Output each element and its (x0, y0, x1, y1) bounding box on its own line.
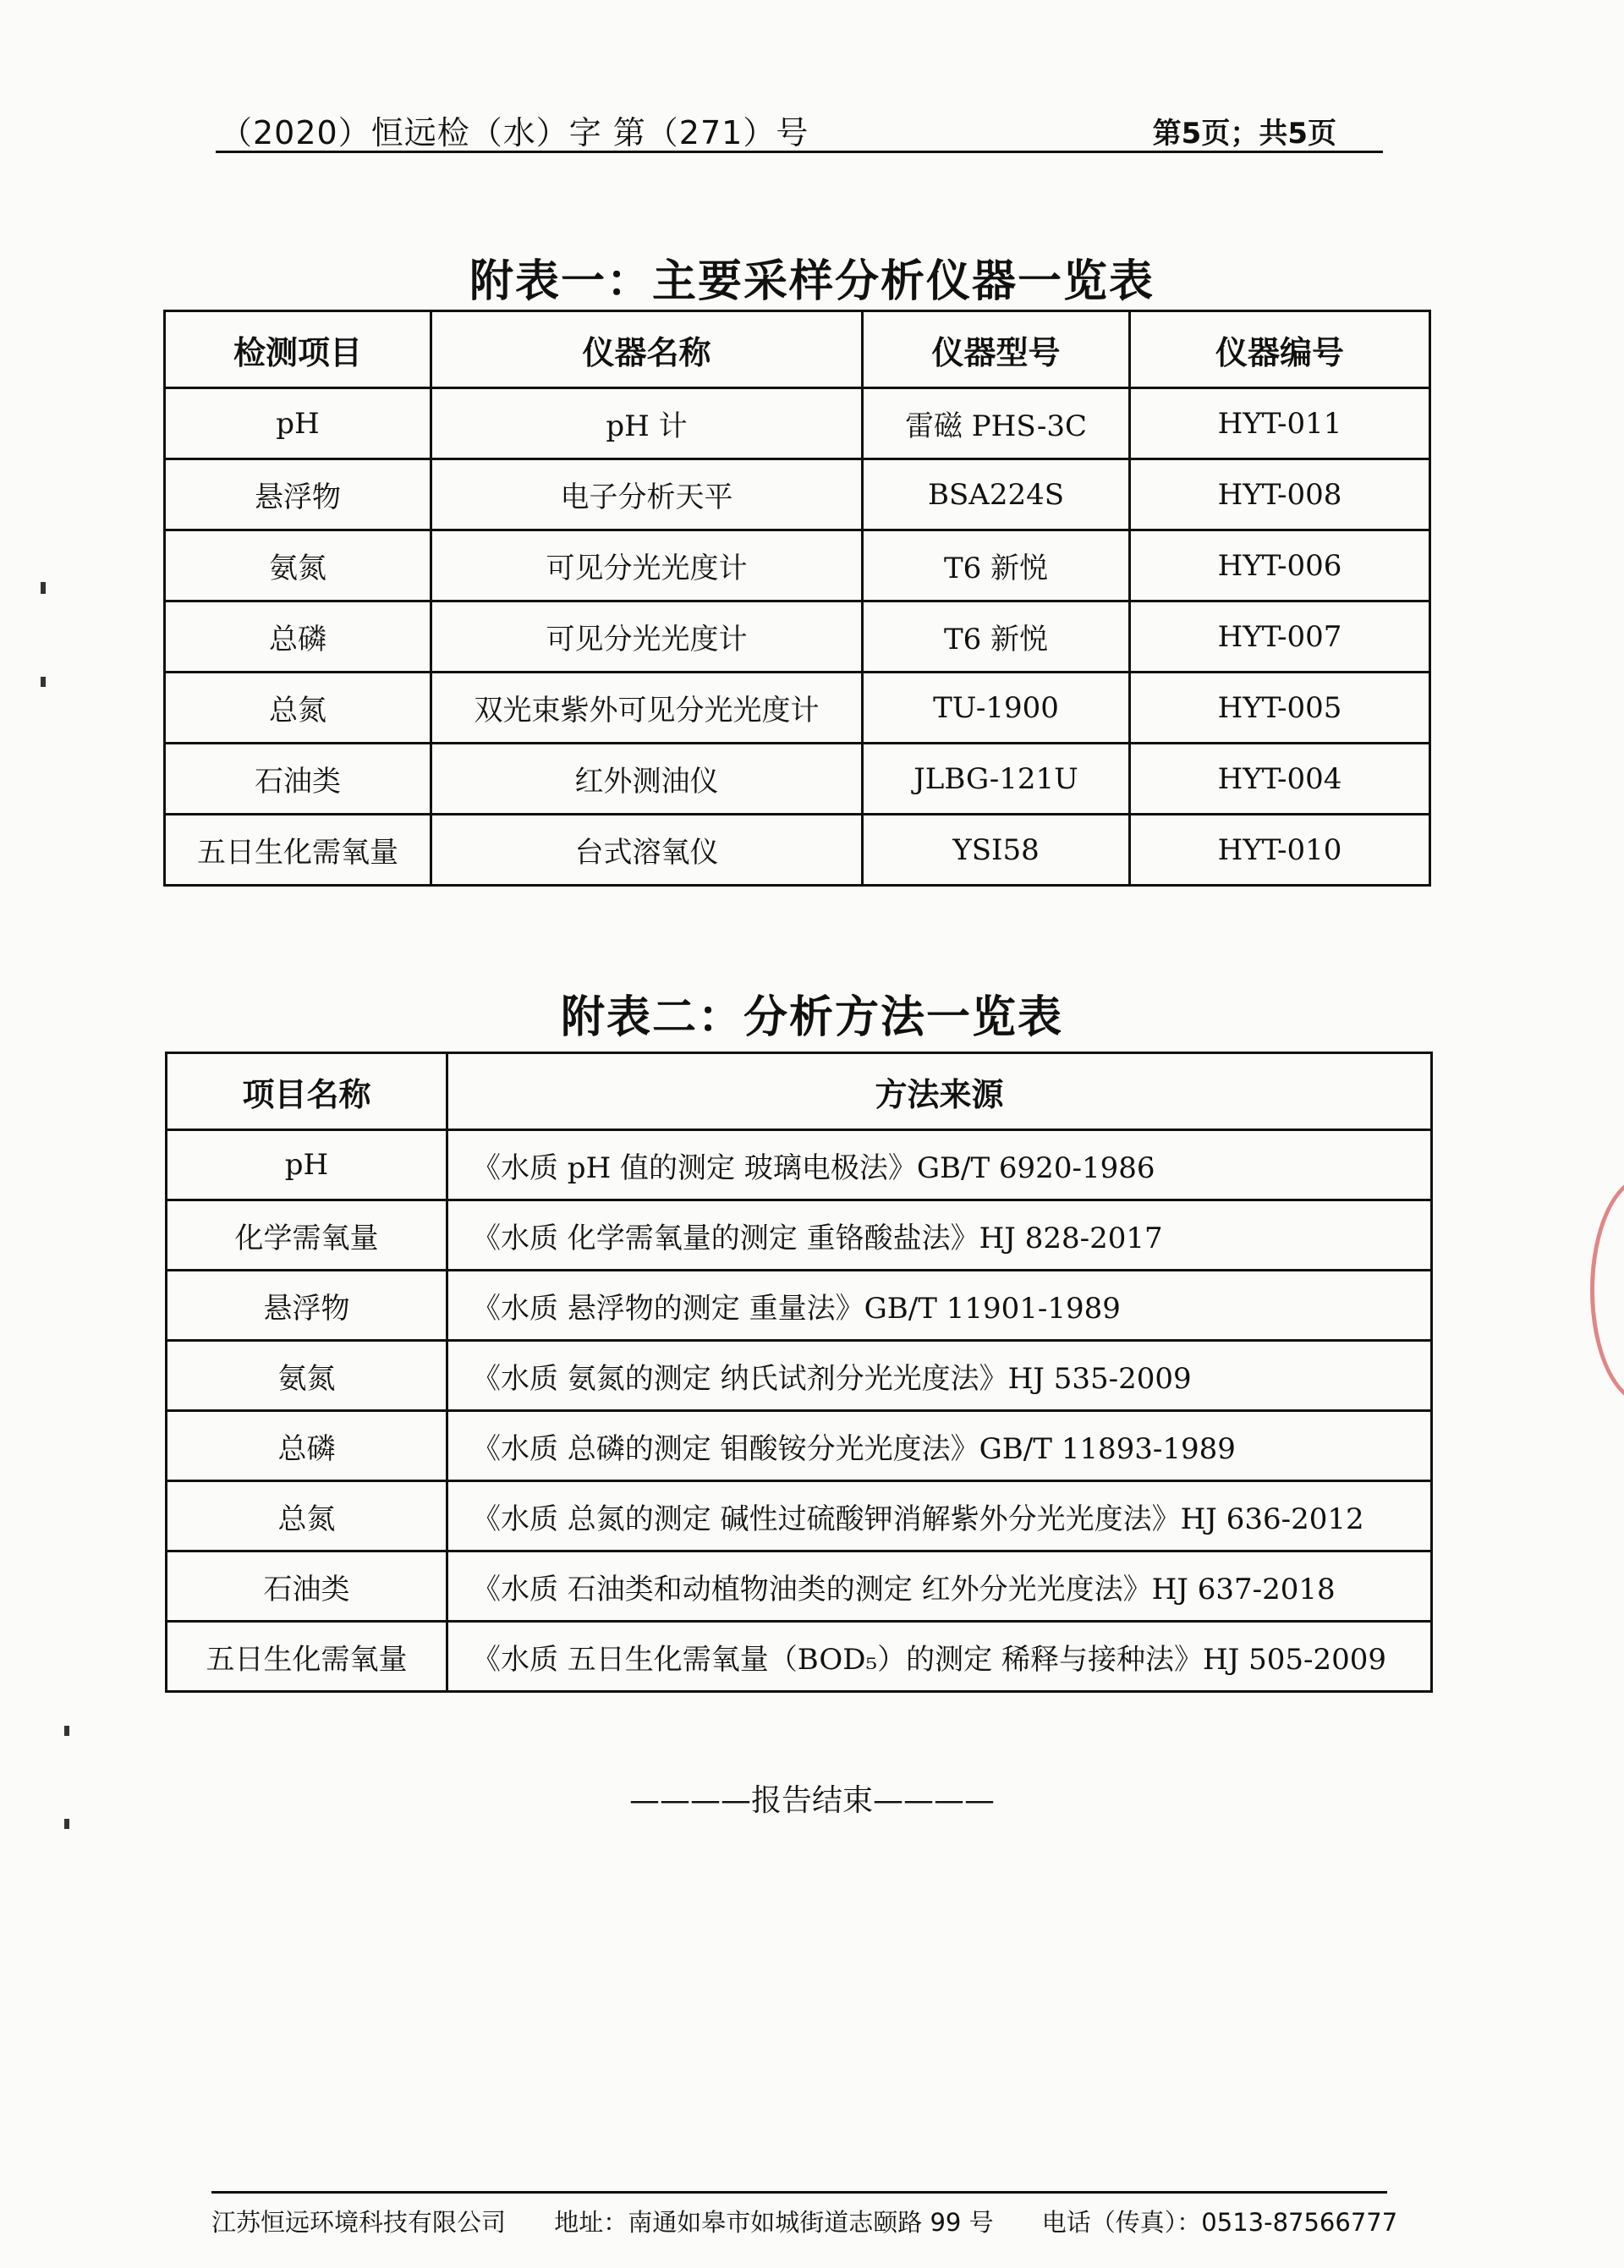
table-cell: 石油类 (167, 1551, 447, 1622)
table-cell: HYT-006 (1130, 530, 1430, 601)
table-cell: YSI58 (863, 815, 1130, 886)
table-cell: 台式溶氧仪 (431, 815, 863, 886)
table-cell: 可见分光光度计 (431, 530, 863, 601)
column-header: 仪器编号 (1130, 311, 1430, 388)
table-row (165, 388, 1430, 459)
table-row (165, 601, 1430, 673)
table-cell: 《水质 氨氮的测定 纳氏试剂分光光度法》HJ 535-2009 (447, 1341, 1432, 1411)
table-cell: 《水质 总磷的测定 钼酸铵分光光度法》GB/T 11893-1989 (447, 1411, 1432, 1481)
table-row (165, 815, 1430, 886)
table-cell: 悬浮物 (165, 459, 431, 530)
binding-mark (41, 582, 46, 594)
column-header: 仪器型号 (863, 311, 1130, 388)
table-cell: 《水质 石油类和动植物油类的测定 红外分光光度法》HJ 637-2018 (447, 1551, 1432, 1622)
column-header: 项目名称 (167, 1053, 447, 1130)
table-cell: 石油类 (165, 744, 431, 815)
table-cell: 总磷 (167, 1411, 447, 1481)
report-end-text: ————报告结束———— (628, 1783, 995, 1818)
instrument-table (163, 310, 1431, 887)
table-row (167, 1341, 1432, 1411)
table-cell: 氨氮 (167, 1341, 447, 1411)
table-cell: JLBG-121U (863, 744, 1130, 815)
table2-title: 附表二：分析方法一览表 (560, 992, 1063, 1043)
table-cell: HYT-008 (1130, 459, 1430, 530)
table-cell: 五日生化需氧量 (165, 815, 431, 886)
table-cell: 《水质 pH 值的测定 玻璃电极法》GB/T 6920-1986 (447, 1130, 1432, 1200)
table-cell: 《水质 悬浮物的测定 重量法》GB/T 11901-1989 (447, 1271, 1432, 1341)
table-cell: pH 计 (431, 388, 863, 459)
binding-mark (41, 677, 46, 687)
table-cell: 雷磁 PHS-3C (863, 388, 1130, 459)
table-cell: 《水质 总氮的测定 碱性过硫酸钾消解紫外分光光度法》HJ 636-2012 (447, 1481, 1432, 1551)
table-cell: pH (167, 1130, 447, 1200)
page-footer (211, 2191, 1398, 2238)
binding-mark (64, 1819, 69, 1829)
table-cell: pH (165, 388, 431, 459)
table-row (165, 744, 1430, 815)
table-row (165, 530, 1430, 601)
table-row (165, 673, 1430, 744)
table-cell: T6 新悦 (863, 530, 1130, 601)
table-cell: 氨氮 (165, 530, 431, 601)
table-row (167, 1622, 1432, 1692)
table-row (167, 1481, 1432, 1551)
footer-phone: 电话（传真）：0513-87566777 (1041, 2208, 1398, 2237)
footer-company: 江苏恒远环境科技有限公司 (211, 2208, 507, 2237)
table-cell: 电子分析天平 (431, 459, 863, 530)
table-cell: TU-1900 (863, 673, 1130, 744)
table-header-row (165, 311, 1430, 388)
page-header (216, 100, 1383, 153)
table-cell: 《水质 化学需氧量的测定 重铬酸盐法》HJ 828-2017 (447, 1200, 1432, 1271)
table-row (167, 1271, 1432, 1341)
table-cell: HYT-004 (1130, 744, 1430, 815)
table-cell: 总磷 (165, 601, 431, 673)
table-cell: HYT-005 (1130, 673, 1430, 744)
table-cell: 总氮 (165, 673, 431, 744)
footer-address: 地址：南通如皋市如城街道志颐路 99 号 (554, 2208, 994, 2237)
table-cell: T6 新悦 (863, 601, 1130, 673)
table-row (165, 459, 1430, 530)
table-cell: 红外测油仪 (431, 744, 863, 815)
table-cell: BSA224S (863, 459, 1130, 530)
table-cell: HYT-011 (1130, 388, 1430, 459)
document-number: （2020）恒远检（水）字 第（271）号 (220, 114, 809, 151)
table-cell: 五日生化需氧量 (167, 1622, 447, 1692)
column-header: 仪器名称 (431, 311, 863, 388)
table-cell: 总氮 (167, 1481, 447, 1551)
table-cell: 悬浮物 (167, 1271, 447, 1341)
table1-title: 附表一：主要采样分析仪器一览表 (469, 256, 1155, 307)
column-header: 检测项目 (165, 311, 431, 388)
table-row (167, 1411, 1432, 1481)
table-row (167, 1200, 1432, 1271)
table-cell: 《水质 五日生化需氧量（BOD₅）的测定 稀释与接种法》HJ 505-2009 (447, 1622, 1432, 1692)
table-cell: 双光束紫外可见分光光度计 (431, 673, 863, 744)
red-seal-stamp (1590, 1176, 1624, 1404)
binding-mark (64, 1726, 69, 1736)
table-header-row (167, 1053, 1432, 1130)
column-header: 方法来源 (447, 1053, 1432, 1130)
table-cell: 可见分光光度计 (431, 601, 863, 673)
table-cell: 化学需氧量 (167, 1200, 447, 1271)
method-table (165, 1052, 1433, 1693)
page-info: 第5页；共5页 (1152, 117, 1336, 151)
table-row (167, 1130, 1432, 1200)
table-row (167, 1551, 1432, 1622)
table-cell: HYT-007 (1130, 601, 1430, 673)
table-cell: HYT-010 (1130, 815, 1430, 886)
